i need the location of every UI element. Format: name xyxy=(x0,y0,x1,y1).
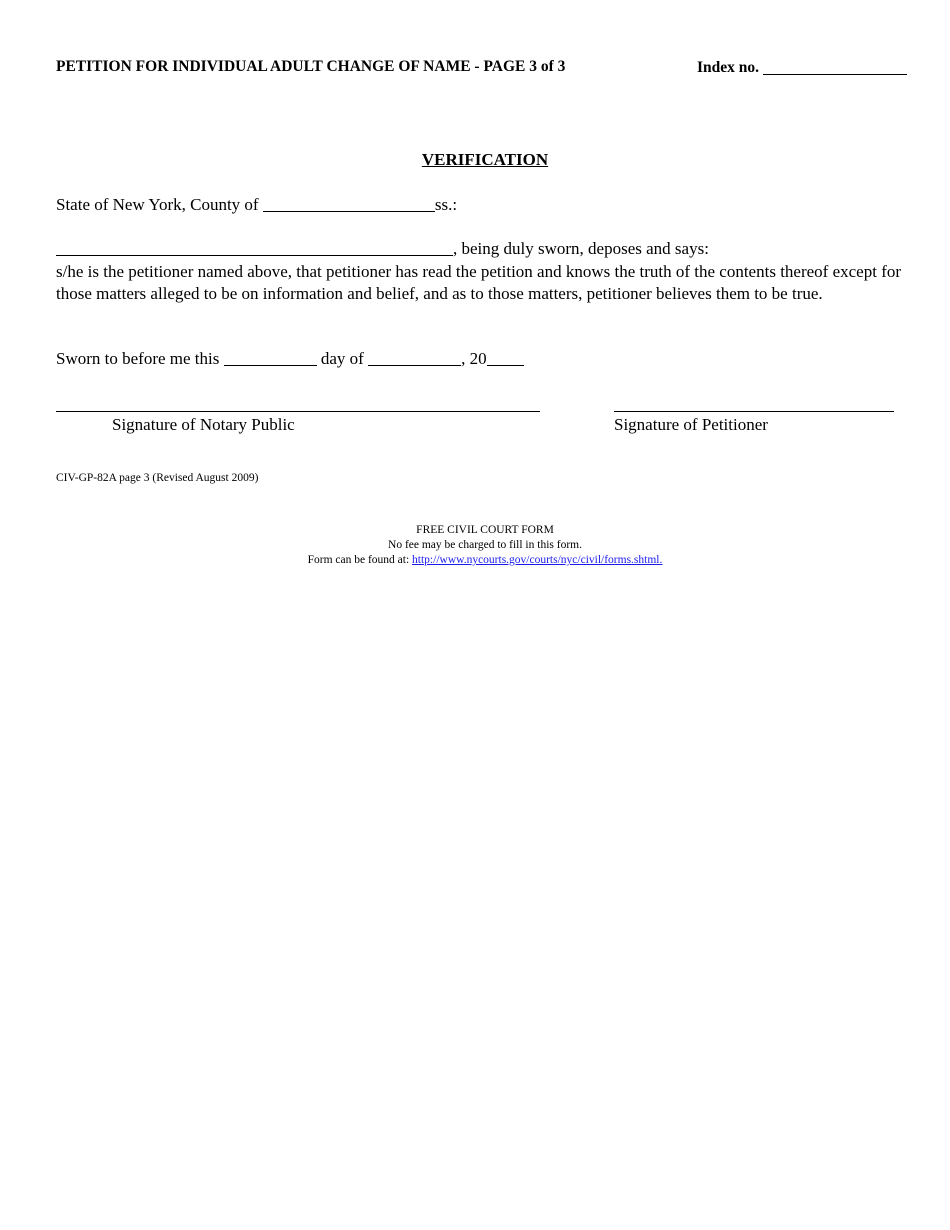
deponent-suffix: , being duly sworn, deposes and says: xyxy=(453,239,709,258)
sworn-month-field[interactable] xyxy=(368,350,461,366)
footer-link-line xyxy=(0,553,950,568)
sworn-year-prefix: , 20 xyxy=(461,349,487,368)
index-label: Index no. xyxy=(697,59,760,76)
form-id: CIV-GP-82A page 3 (Revised August 2009) xyxy=(56,472,259,484)
verification-statement: s/he is the petitioner named above, that petitioner has read the petition and knows the truth of the contents thereof except for those matters alleged to be on information and belief, and as to those matters, petitioner believes them to be true. xyxy=(56,262,902,303)
notary-signature-line[interactable] xyxy=(56,411,540,412)
footer-fee-note: No fee may be charged to fill in this form. xyxy=(388,539,582,551)
footer-link-prefix: Form can be found at: xyxy=(307,554,410,566)
notary-signature-label: Signature of Notary Public xyxy=(112,415,295,434)
footer-title: FREE CIVIL COURT FORM xyxy=(416,524,554,536)
forms-link[interactable]: http://www.nycourts.gov/courts/nyc/civil/forms.shtml. xyxy=(412,554,663,566)
sworn-prefix: Sworn to before me this xyxy=(56,349,220,368)
section-title: VERIFICATION xyxy=(421,150,549,169)
sworn-year-field[interactable] xyxy=(487,350,524,366)
county-field[interactable] xyxy=(263,196,435,212)
county-suffix: ss.: xyxy=(434,195,458,214)
sworn-day-of: day of xyxy=(320,349,364,368)
sworn-day-field[interactable] xyxy=(224,350,317,366)
county-line xyxy=(56,195,457,215)
index-number-field[interactable] xyxy=(763,58,907,75)
deponent-line xyxy=(56,239,709,259)
header-title: PETITION FOR INDIVIDUAL ADULT CHANGE OF NAME - PAGE 3 of 3 xyxy=(56,58,566,75)
petitioner-signature-line[interactable] xyxy=(614,411,894,412)
deponent-name-field[interactable] xyxy=(56,240,453,256)
index-number xyxy=(697,58,907,77)
sworn-line xyxy=(56,349,524,369)
petitioner-signature-label: Signature of Petitioner xyxy=(614,415,768,434)
county-prefix: State of New York, County of xyxy=(56,195,259,214)
